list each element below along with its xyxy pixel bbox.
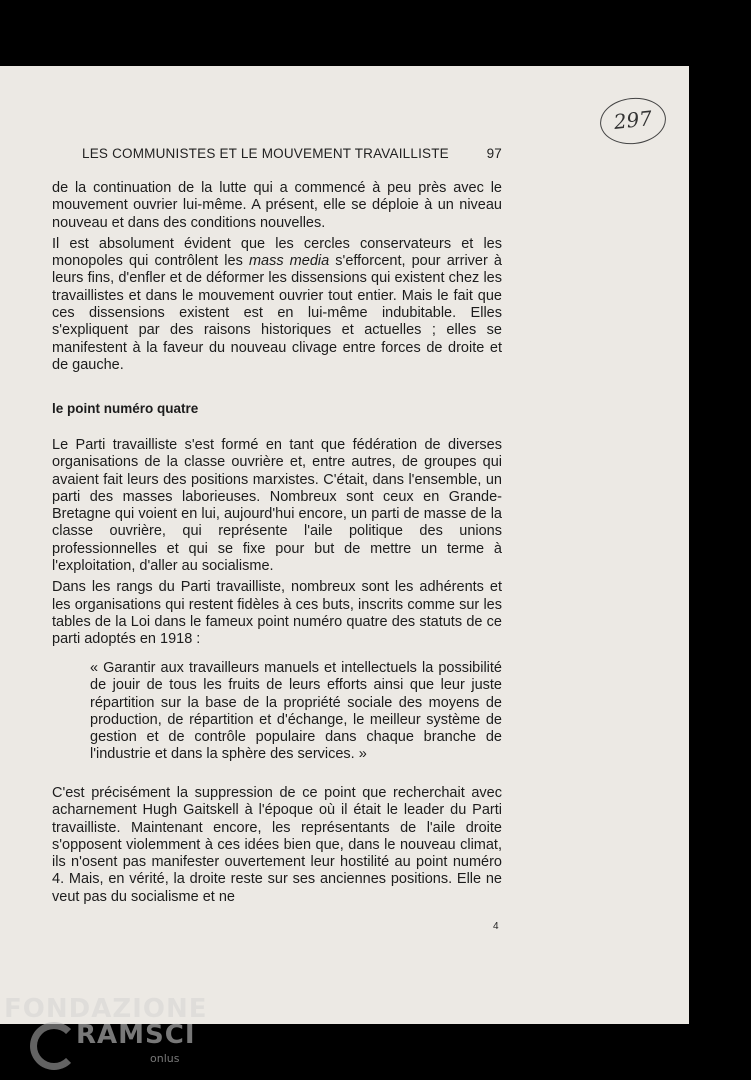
paragraph-2-italic: mass media [248, 253, 330, 270]
watermark-line-3: onlus [150, 1052, 180, 1065]
watermark-line-2: RAMSCI [76, 1020, 196, 1050]
paragraph-2 [52, 236, 502, 374]
paragraph-3: Le Parti travailliste s'est formé en tant que fédération de diverses organisations de la classe ouvrière et, entre autres, de groupes qui avaient fait leurs des positions marxistes. C'était, dans l'ensemble, un parti des masses laborieuses. Nombreux sont ceux en Grande-Bretagne qui voient en lui, aujourd'hui encore, un parti de masse de la classe ouvrière, qui représente l'aile politique des unions professionnelles et qui se fixe pour but de mettre un terme à l'exploitation, d'aller au socialisme. [52, 437, 502, 575]
running-head [82, 146, 502, 161]
watermark-logo [0, 994, 208, 1074]
signature-mark: 4 [493, 921, 499, 932]
section-heading: le point numéro quatre [52, 401, 199, 416]
body-top [52, 180, 502, 378]
paragraph-4: Dans les rangs du Parti travailliste, nombreux sont les adhérents et les organisations qui restent fidèles à ces buts, inscrits comme sur les tables de la Loi dans le fameux point numéro quatre des statuts de ce parti adoptés en 1918 : [52, 579, 502, 648]
archive-number-mark: 297 [598, 95, 668, 148]
body-bottom [52, 785, 502, 910]
watermark-g-icon [30, 1022, 78, 1070]
page-number: 97 [486, 146, 502, 161]
running-head-title: LES COMMUNISTES ET LE MOUVEMENT TRAVAILLISTE [82, 146, 449, 161]
paragraph-5: C'est précisément la suppression de ce point que recherchait avec acharnement Hugh Gaitskell à l'époque où il était le leader du Parti travailliste. Maintenant encore, les représentants de l'aile droite s'opposent violemment à ces idées bien que, dans le nouveau climat, ils n'osent pas manifester ouvertement leur hostilité au point numéro 4. Mais, en vérité, la droite reste sur ses anciennes positions. Elle ne veut pas du socialisme et ne [52, 785, 502, 905]
watermark-line-1: FONDAZIONE [4, 994, 208, 1024]
paragraph-1: de la continuation de la lutte qui a commencé à peu près avec le mouvement ouvrier lui-même. A présent, elle se déploie à un niveau nouveau et dans des conditions nouvelles. [52, 180, 502, 231]
body-section [52, 437, 502, 653]
paragraph-2-text-b: s'efforcent, pour arriver à leurs fins, d'enfler et de déformer les dissensions qui existent chez les travaillistes et dans le mouvement ouvrier tout entier. Mais le fait que ces dissensions existent est en lui-même indubitable. Elles s'expliquent par des raisons historiques et actuelles ; elles se manifestent à la faveur du nouveau clivage entre forces de droite et de gauche. [52, 253, 502, 373]
paragraph-2-text-a: Il est absolument évident que les cercles conservateurs et les monopoles qui contrôlent les [52, 235, 502, 270]
block-quote: « Garantir aux travailleurs manuels et intellectuels la possibilité de jouir de tous les fruits de leurs efforts ainsi que leur juste répartition sur la base de la propriété sociale des moyens de production, de répartition et d'échange, le meilleur système de gestion et de contrôle populaire dans chaque branche de l'industrie et dans la sphère des services. » [90, 660, 502, 763]
